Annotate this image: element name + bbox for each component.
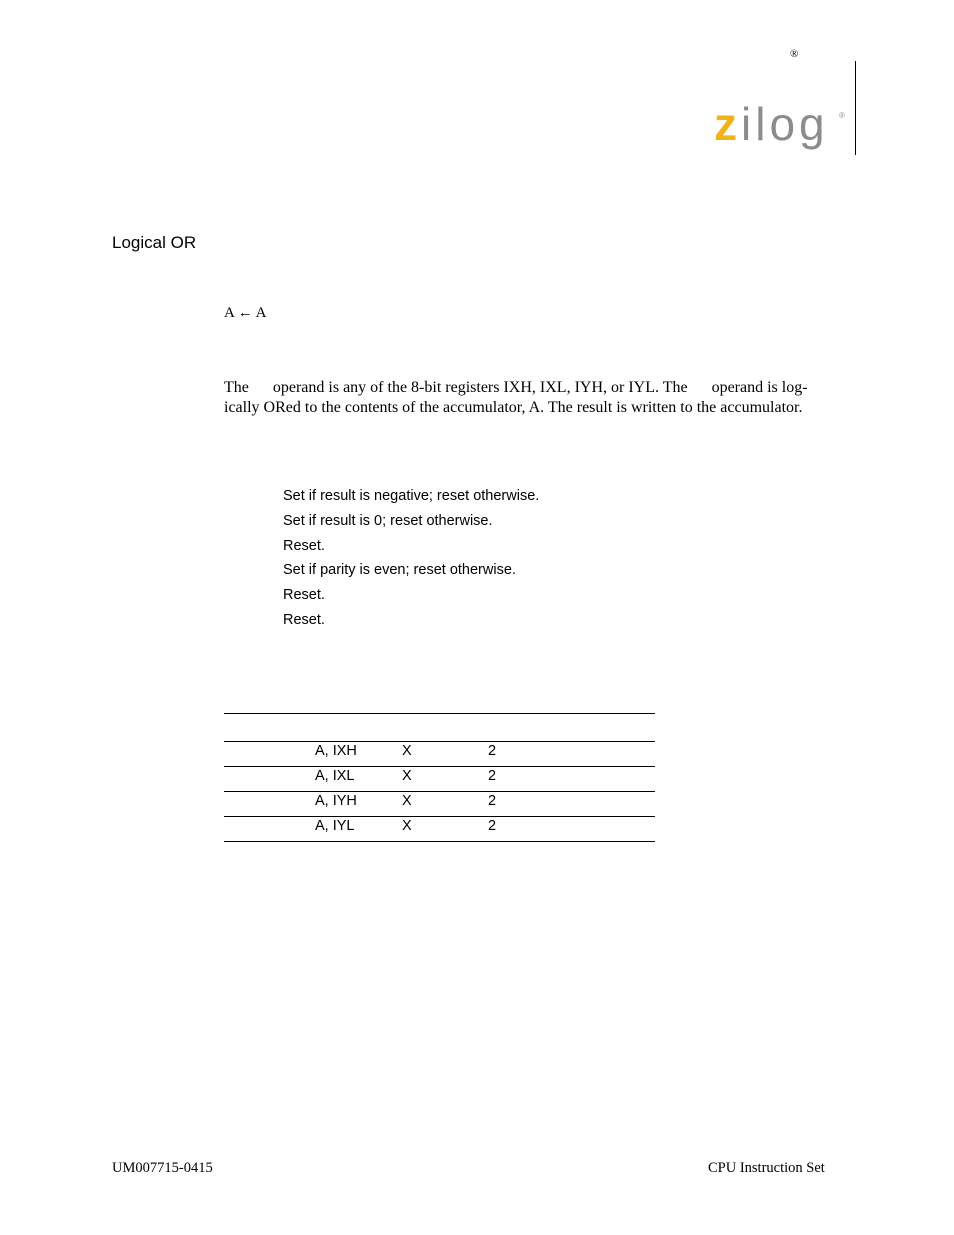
table-cell-x: X — [402, 768, 412, 784]
table-rule — [224, 816, 655, 817]
table-cell-operand: A, IYL — [315, 818, 355, 834]
table-cell-x: X — [402, 743, 412, 759]
flag-h-description: Reset. — [283, 538, 325, 554]
footer-section: CPU Instruction Set — [708, 1160, 825, 1176]
flag-n-description: Reset. — [283, 587, 325, 603]
header-divider — [855, 61, 856, 155]
table-cell-operand: A, IXH — [315, 743, 357, 759]
section-title: Logical OR — [112, 233, 197, 252]
table-cell-operand: A, IXL — [315, 768, 355, 784]
flag-s-description: Set if result is negative; reset otherwise. — [283, 488, 540, 504]
zilog-logo — [714, 104, 846, 160]
operation-formula: A ← A — [224, 305, 267, 321]
table-cell-n: 2 — [488, 768, 497, 784]
description-paragraph — [224, 378, 842, 418]
table-rule — [224, 766, 655, 767]
table-cell-x: X — [402, 793, 412, 809]
svg-text:zilog — [714, 104, 829, 150]
flag-c-description: Reset. — [283, 612, 325, 628]
table-rule-bottom — [224, 841, 655, 842]
registered-mark: ® — [790, 48, 799, 60]
table-rule — [224, 791, 655, 792]
table-rule-header — [224, 741, 655, 742]
table-rule-top — [224, 713, 655, 714]
description-line-2: ically ORed to the contents of the accumulator, A. The result is written to the accumulator. — [224, 399, 803, 416]
flag-z-description: Set if result is 0; reset otherwise. — [283, 513, 493, 529]
table-cell-n: 2 — [488, 818, 497, 834]
table-cell-operand: A, IYH — [315, 793, 357, 809]
description-line-1: The operand is any of the 8-bit registers IXH, IXL, IYH, or IYL. The operand is log- — [224, 379, 808, 396]
svg-text:®: ® — [839, 111, 845, 120]
table-cell-n: 2 — [488, 793, 497, 809]
table-cell-n: 2 — [488, 743, 497, 759]
logo-letter-z: z — [714, 104, 741, 150]
table-cell-x: X — [402, 818, 412, 834]
logo-letters-ilog: ilog — [741, 104, 829, 150]
flag-pv-description: Set if parity is even; reset otherwise. — [283, 562, 516, 578]
footer-doc-id: UM007715-0415 — [112, 1160, 213, 1176]
